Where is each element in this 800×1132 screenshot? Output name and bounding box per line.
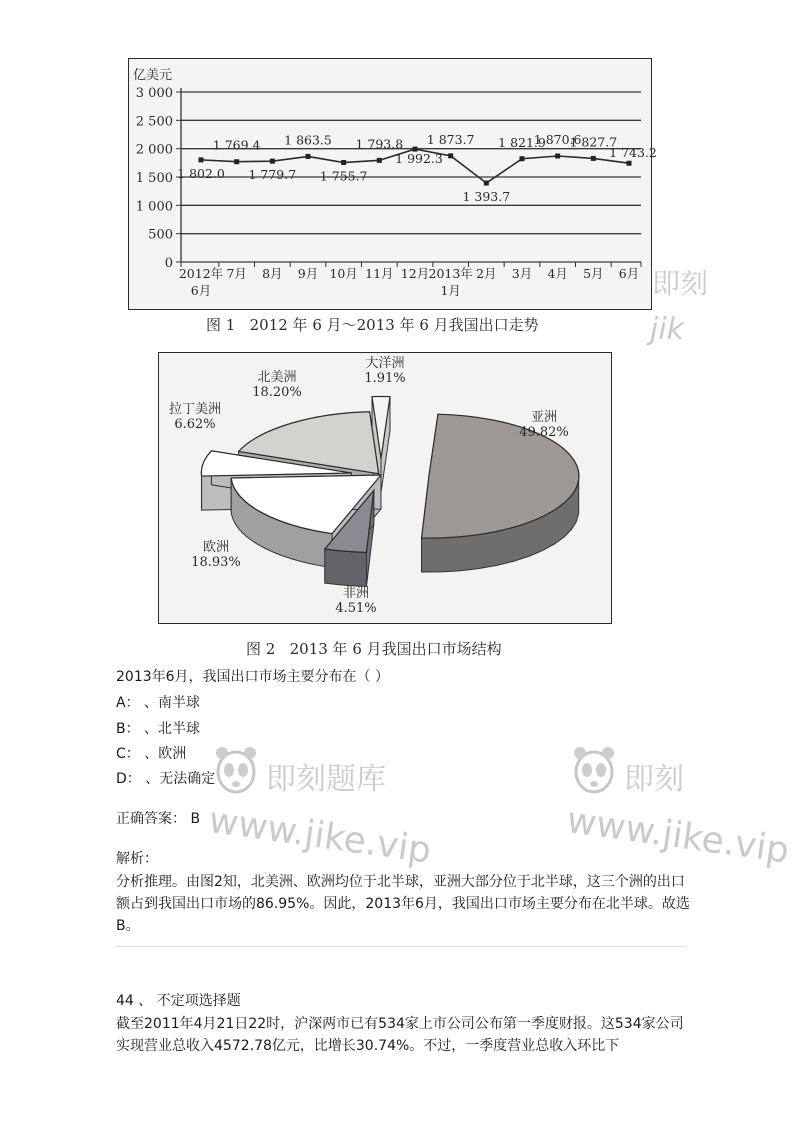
slice-value-label: 49.82% <box>519 425 569 440</box>
y-axis-label: 亿美元 <box>133 68 173 83</box>
panda-logo-watermark-right <box>570 742 618 804</box>
pie-chart-svg <box>159 353 611 623</box>
line-chart-svg <box>129 59 657 309</box>
next-question-header: 44 、 不定项选择题 <box>116 993 241 1009</box>
next-question-text: 截至2011年4月21日22时，沪深两市已有534家上市公司公布第一季度财报。这534家公司实现营业总收入4572.78亿元，比增长30.74%。不过，一季度营业总收入环比下 <box>116 1016 684 1054</box>
x-tick-label: 11月 <box>365 266 394 281</box>
answer-line <box>116 808 200 828</box>
data-point <box>341 160 346 165</box>
watermark-chart-brand: 即刻 <box>652 267 709 300</box>
x-tick-label: 1月 <box>440 283 461 298</box>
x-tick-label: 9月 <box>297 266 319 281</box>
data-label: 1 870.6 <box>533 131 582 147</box>
data-point <box>306 154 311 159</box>
analysis-text: 分析推理。由图2知，北美洲、欧洲均位于北半球，亚洲大部分位于北半球，这三个洲的出口额占到我国出口市场的86.95%。因此，2013年6月，我国出口市场主要分布在北半球。故选B。 <box>116 874 690 934</box>
data-label: 1 755.7 <box>319 168 368 184</box>
data-point <box>448 153 453 158</box>
question-stem: 2013年6月，我国出口市场主要分布在（ ） <box>116 669 389 685</box>
data-point <box>627 161 632 166</box>
data-point <box>234 159 239 164</box>
slice-value-label: 4.51% <box>335 601 377 616</box>
data-label: 1 992.3 <box>395 151 443 167</box>
figure1-caption: 图 1 2012 年 6 月～2013 年 6 月我国出口走势 <box>206 316 539 334</box>
data-label: 1 821.9 <box>498 134 546 150</box>
data-label: 1 779.7 <box>248 167 297 183</box>
slice-value-label: 6.62% <box>174 417 216 432</box>
slice-value-label: 18.20% <box>252 385 302 400</box>
answer-label: 正确答案： <box>116 811 186 827</box>
watermark-chart-url: jik <box>650 312 685 347</box>
panda-icon <box>212 742 260 800</box>
option-c[interactable]: C： 、欧洲 <box>116 746 187 762</box>
y-tick-label: 0 <box>164 256 173 271</box>
export-market-pie-chart <box>158 352 612 624</box>
panda-logo-watermark <box>212 742 260 804</box>
panda-icon <box>570 742 618 800</box>
data-label: 1 743.2 <box>609 145 657 161</box>
x-tick-label: 4月 <box>547 266 568 281</box>
watermark-brand-right: 即刻 <box>624 762 684 797</box>
x-tick-label: 5月 <box>583 266 604 281</box>
watermark-url: www.jike.vip <box>206 800 434 872</box>
option-a[interactable]: A： 、南半球 <box>116 695 201 711</box>
x-tick-label: 6月 <box>618 266 640 281</box>
data-label: 1 769.4 <box>212 137 261 153</box>
answer-value: B <box>190 811 201 827</box>
watermark-brand: 即刻题库 <box>266 762 386 797</box>
slice-name-label: 欧洲 <box>202 540 230 555</box>
data-label: 1 873.7 <box>426 131 475 147</box>
slice-name-label: 亚洲 <box>530 410 558 425</box>
y-tick-label: 2 000 <box>135 142 173 158</box>
data-label: 1 863.5 <box>284 132 332 148</box>
analysis-label: 解析： <box>116 851 158 867</box>
data-label: 1 793.8 <box>355 136 404 152</box>
slice-value-label: 18.93% <box>191 555 241 570</box>
option-d[interactable]: D： 、无法确定 <box>116 771 216 787</box>
y-tick-label: 2 500 <box>135 114 173 130</box>
y-tick-label: 3 000 <box>135 86 173 101</box>
data-point <box>520 156 525 161</box>
pie-slice-side <box>325 549 367 586</box>
slice-name-label: 拉丁美洲 <box>168 402 222 417</box>
x-tick-label: 8月 <box>262 266 283 281</box>
export-trend-chart <box>128 58 657 310</box>
data-label: 1 802.0 <box>177 165 225 181</box>
x-tick-label: 2013年 <box>428 266 473 281</box>
data-point <box>555 153 560 158</box>
x-tick-label: 6月 <box>190 283 212 298</box>
data-point <box>270 159 275 164</box>
x-tick-label: 12月 <box>400 266 430 281</box>
data-point <box>591 156 596 161</box>
y-tick-label: 1 500 <box>135 171 173 186</box>
x-tick-label: 2012年 <box>178 266 224 281</box>
y-tick-label: 1 000 <box>135 199 173 215</box>
data-label: 1 827.7 <box>569 134 618 150</box>
x-tick-label: 2月 <box>476 266 497 281</box>
option-b[interactable]: B： 、北半球 <box>116 721 201 737</box>
x-tick-label: 10月 <box>329 266 358 281</box>
y-tick-label: 500 <box>148 227 173 243</box>
slice-name-label: 非洲 <box>342 586 370 601</box>
slice-name-label: 北美洲 <box>257 370 297 385</box>
data-point <box>377 158 382 163</box>
x-tick-label: 3月 <box>511 266 533 281</box>
slice-value-label: 1.91% <box>364 371 406 386</box>
slice-name-label: 大洋洲 <box>365 356 405 371</box>
data-point <box>484 181 489 186</box>
data-label: 1 393.7 <box>462 189 511 205</box>
watermark-url-right: www.jike.vip <box>564 800 792 872</box>
x-tick-label: 7月 <box>226 266 247 281</box>
divider <box>116 946 686 947</box>
data-point <box>199 157 204 162</box>
figure2-caption: 图 2 2013 年 6 月我国出口市场结构 <box>246 640 502 658</box>
